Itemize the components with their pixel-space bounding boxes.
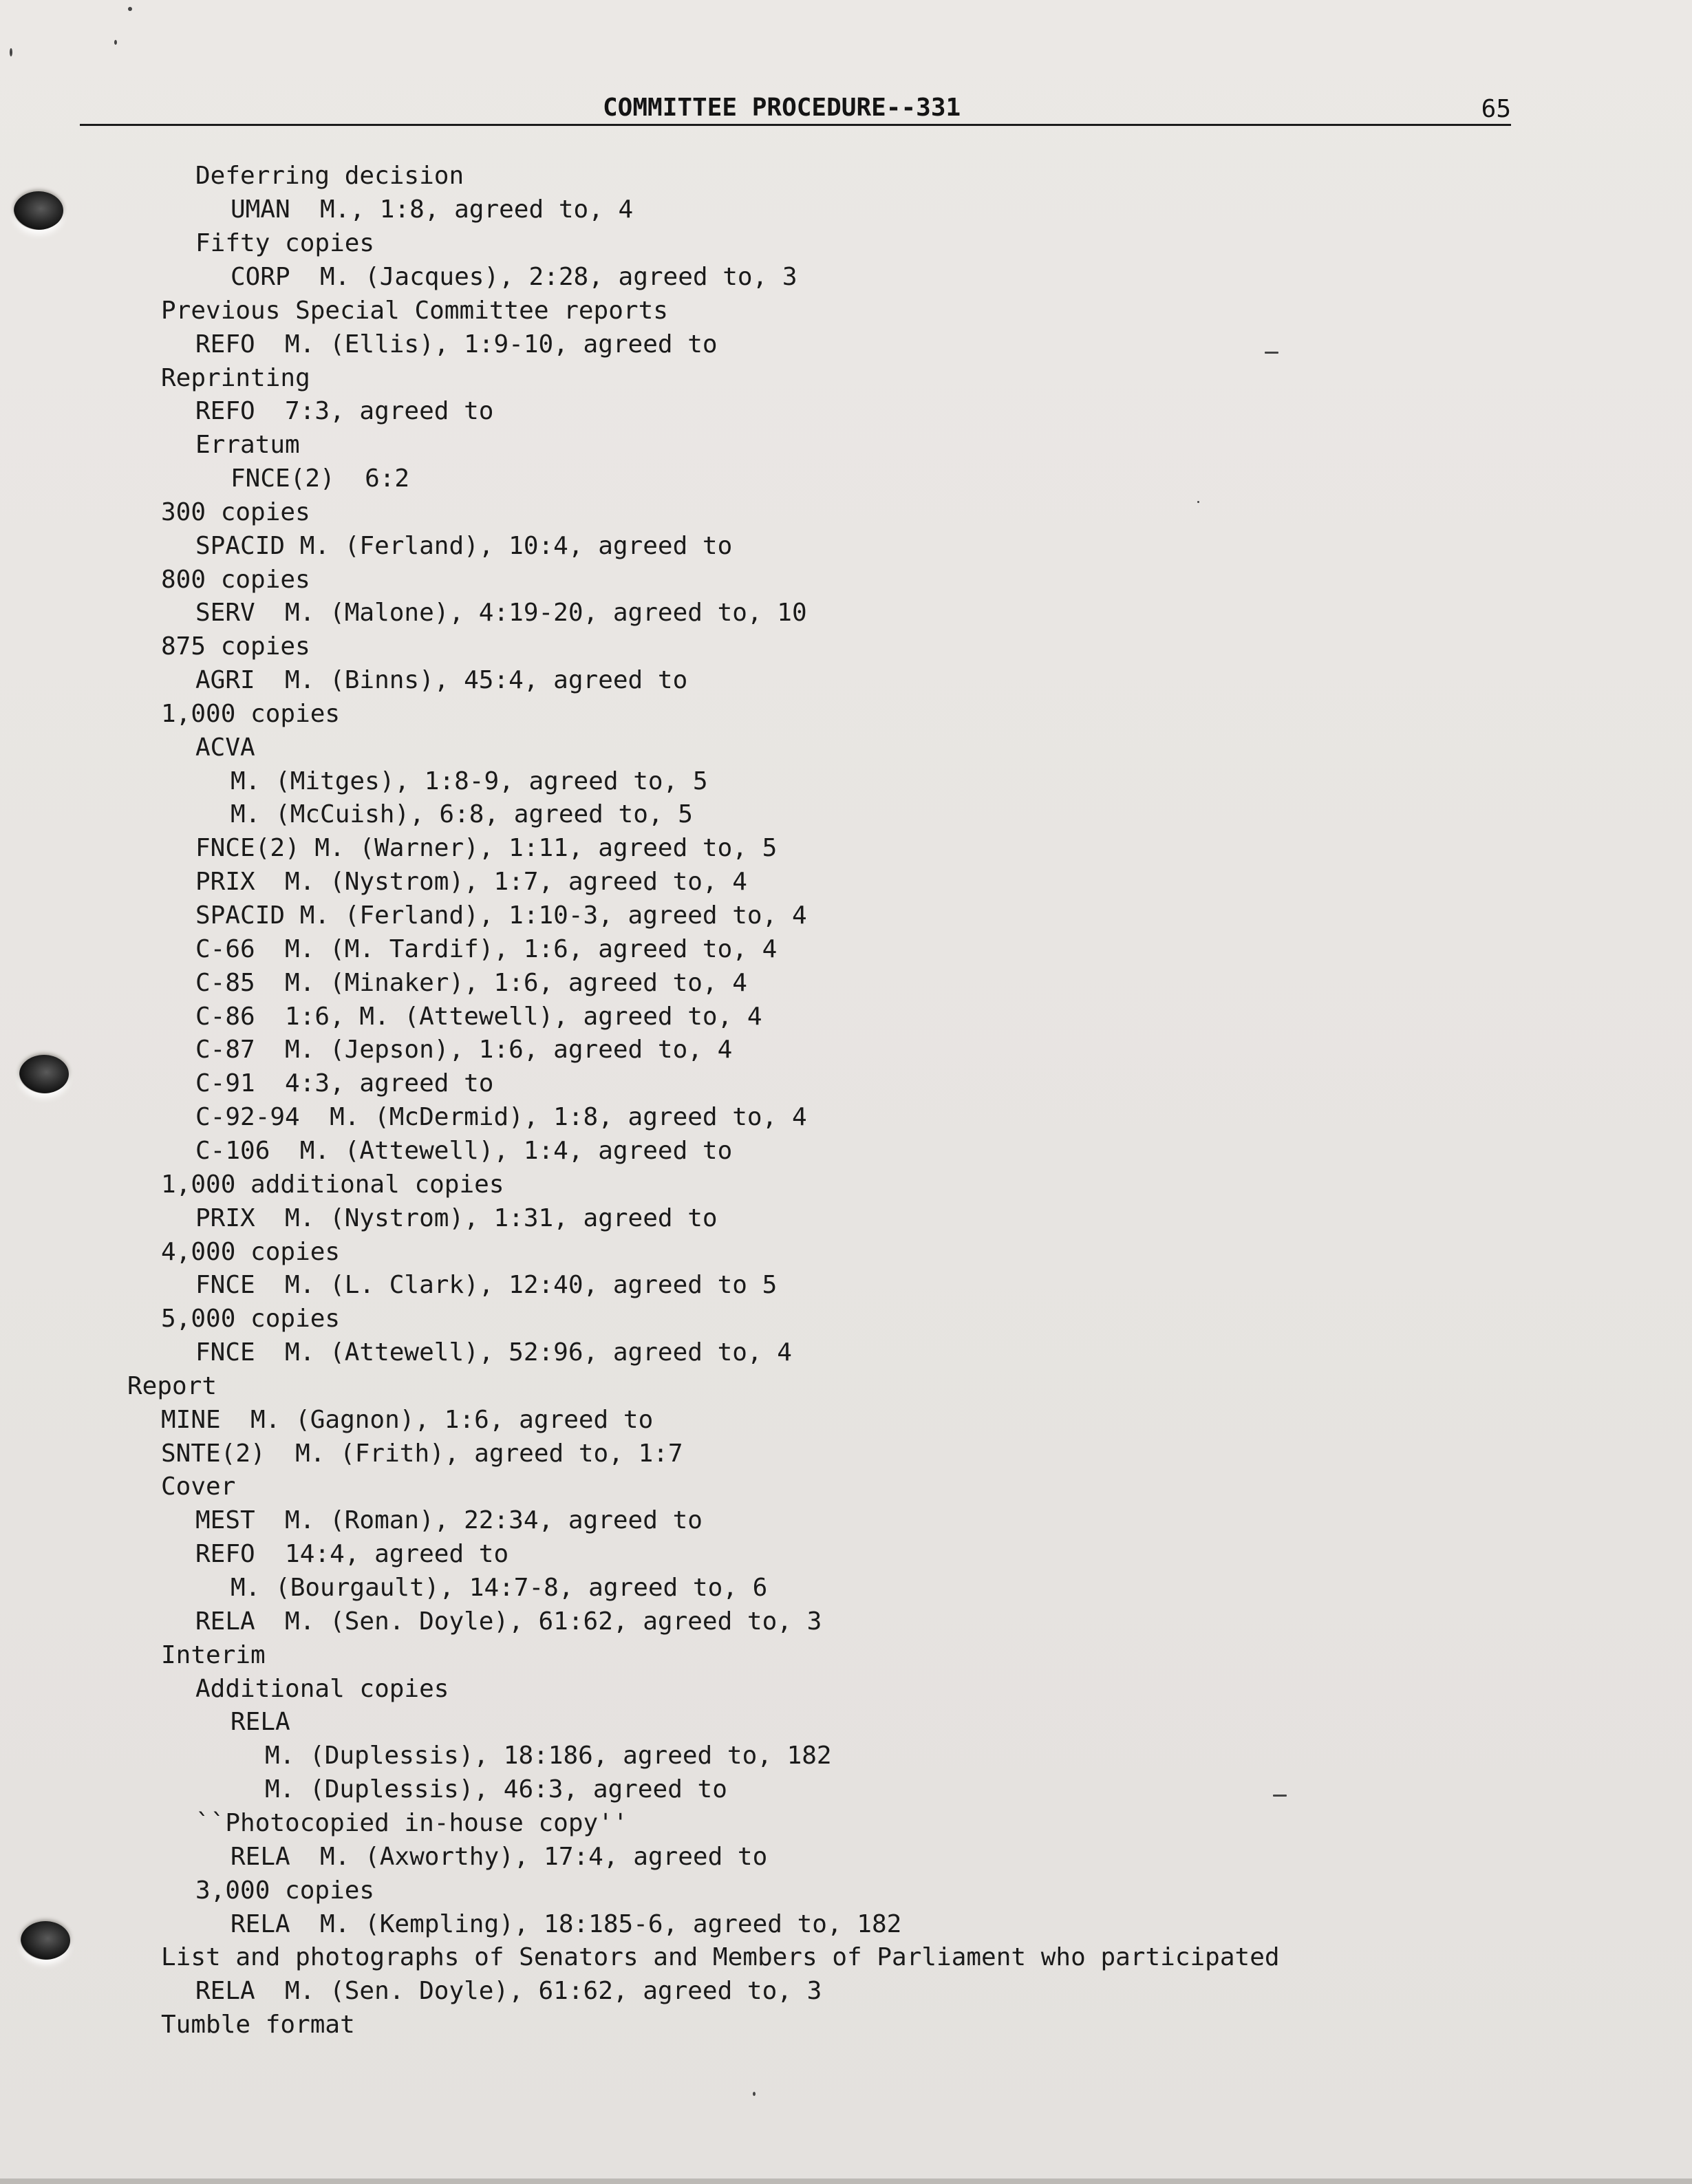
index-line: ``Photocopied in-house copy'': [195, 1809, 628, 1837]
index-line: RELA M. (Sen. Doyle), 61:62, agreed to, 3: [195, 1977, 822, 2005]
index-line: Cover: [161, 1473, 236, 1501]
index-line: M. (Duplessis), 46:3, agreed to: [265, 1775, 727, 1803]
index-line: 300 copies: [161, 498, 310, 526]
index-line: C-87 M. (Jepson), 1:6, agreed to, 4: [195, 1036, 733, 1064]
index-line: PRIX M. (Nystrom), 1:7, agreed to, 4: [195, 868, 747, 896]
index-line: C-106 M. (Attewell), 1:4, agreed to: [195, 1137, 733, 1165]
index-line: M. (Bourgault), 14:7-8, agreed to, 6: [231, 1574, 768, 1602]
index-line: SERV M. (Malone), 4:19-20, agreed to, 10: [195, 599, 807, 627]
index-line: Report: [127, 1372, 217, 1400]
index-line: FNCE(2) 6:2: [231, 464, 410, 493]
index-line: Previous Special Committee reports: [161, 297, 668, 325]
index-line: RELA M. (Kempling), 18:185-6, agreed to, 182: [231, 1910, 902, 1938]
index-line: ACVA: [195, 734, 255, 762]
index-line: SPACID M. (Ferland), 10:4, agreed to: [195, 532, 733, 560]
index-line: C-85 M. (Minaker), 1:6, agreed to, 4: [195, 969, 747, 997]
index-line: Deferring decision: [195, 162, 464, 190]
index-line: FNCE M. (Attewell), 52:96, agreed to, 4: [195, 1338, 792, 1367]
index-line: C-92-94 M. (McDermid), 1:8, agreed to, 4: [195, 1103, 807, 1131]
index-line: Tumble format: [161, 2011, 355, 2039]
index-line: Reprinting: [161, 364, 310, 392]
paper-speck: [1265, 352, 1278, 354]
index-line: CORP M. (Jacques), 2:28, agreed to, 3: [231, 263, 797, 291]
index-line: List and photographs of Senators and Members of Parliament who participated: [161, 1943, 1280, 1971]
binder-hole: [21, 1921, 70, 1960]
index-line: AGRI M. (Binns), 45:4, agreed to: [195, 666, 688, 694]
index-line: RELA M. (Sen. Doyle), 61:62, agreed to, 3: [195, 1607, 822, 1636]
index-line: C-86 1:6, M. (Attewell), agreed to, 4: [195, 1003, 762, 1031]
index-line: 1,000 copies: [161, 700, 341, 728]
index-line: Erratum: [195, 431, 300, 459]
index-line: C-91 4:3, agreed to: [195, 1069, 494, 1098]
index-line: 5,000 copies: [161, 1305, 341, 1333]
paper-speck: [1197, 501, 1199, 503]
index-line: UMAN M., 1:8, agreed to, 4: [231, 195, 634, 224]
binder-hole: [19, 1055, 69, 1093]
paper-speck: [128, 7, 132, 11]
index-line: MEST M. (Roman), 22:34, agreed to: [195, 1506, 703, 1534]
index-line: SNTE(2) M. (Frith), agreed to, 1:7: [161, 1439, 683, 1468]
index-line: 4,000 copies: [161, 1238, 341, 1266]
index-line: RELA M. (Axworthy), 17:4, agreed to: [231, 1843, 768, 1871]
index-line: M. (Mitges), 1:8-9, agreed to, 5: [231, 767, 708, 795]
index-line: SPACID M. (Ferland), 1:10-3, agreed to, 4: [195, 901, 807, 930]
page-number: 65: [1481, 95, 1511, 123]
paper-speck: [753, 2092, 756, 2096]
index-line: REFO M. (Ellis), 1:9-10, agreed to: [195, 330, 718, 358]
index-line: C-66 M. (M. Tardif), 1:6, agreed to, 4: [195, 935, 778, 963]
index-line: Additional copies: [195, 1675, 449, 1703]
page-title: COMMITTEE PROCEDURE--331: [603, 94, 961, 122]
index-line: 3,000 copies: [195, 1876, 375, 1905]
index-line: FNCE M. (L. Clark), 12:40, agreed to 5: [195, 1271, 778, 1299]
index-line: REFO 7:3, agreed to: [195, 397, 494, 425]
index-line: MINE M. (Gagnon), 1:6, agreed to: [161, 1406, 654, 1434]
paper-speck: [114, 40, 117, 45]
paper-speck: [10, 48, 12, 56]
page-bottom-edge: [0, 2178, 1692, 2184]
index-line: 800 copies: [161, 566, 310, 594]
index-line: Fifty copies: [195, 229, 375, 257]
index-line: M. (McCuish), 6:8, agreed to, 5: [231, 800, 693, 828]
index-line: FNCE(2) M. (Warner), 1:11, agreed to, 5: [195, 834, 778, 862]
paper-speck: [1273, 1795, 1287, 1797]
index-line: 1,000 additional copies: [161, 1170, 504, 1199]
binder-hole: [14, 191, 63, 230]
index-line: Interim: [161, 1641, 266, 1669]
index-line: RELA: [231, 1708, 290, 1736]
index-line: PRIX M. (Nystrom), 1:31, agreed to: [195, 1204, 718, 1232]
index-line: REFO 14:4, agreed to: [195, 1540, 509, 1568]
index-line: M. (Duplessis), 18:186, agreed to, 182: [265, 1742, 832, 1770]
index-line: 875 copies: [161, 632, 310, 661]
